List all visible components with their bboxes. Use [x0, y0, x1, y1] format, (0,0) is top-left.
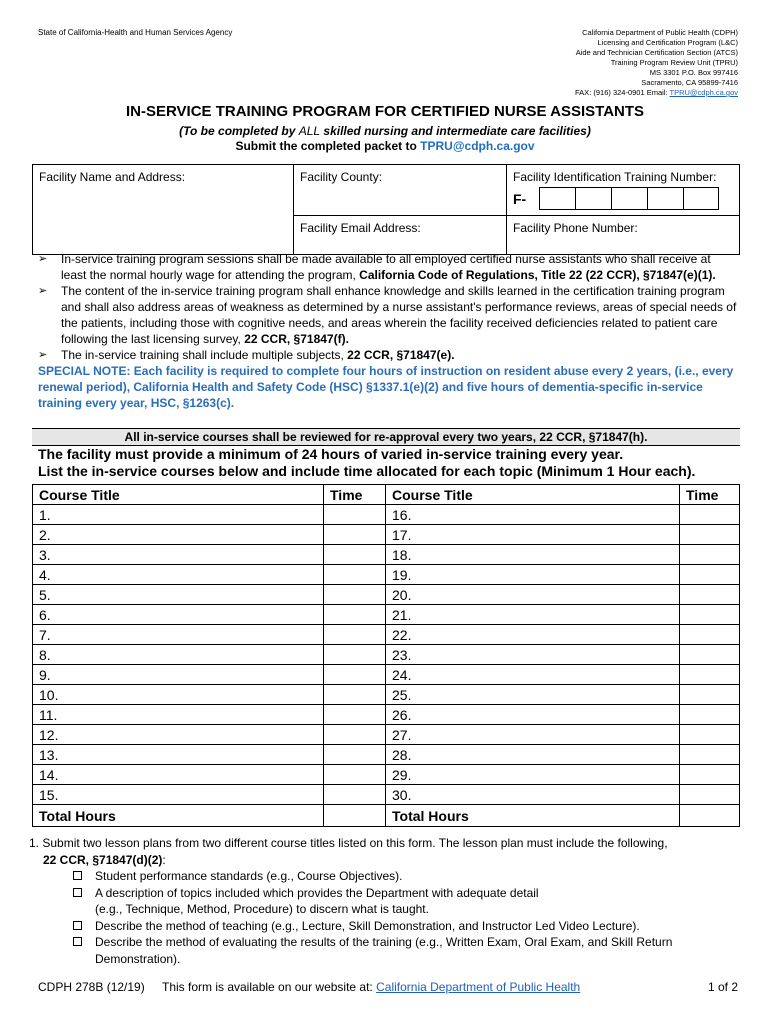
facility-id-prefix: F- — [513, 190, 527, 207]
course-time-cell[interactable] — [680, 785, 740, 805]
checklist-item — [29, 918, 749, 935]
course-time-cell[interactable] — [680, 525, 740, 545]
course-row — [33, 585, 740, 605]
course-title-cell[interactable]: 25. — [386, 685, 680, 705]
course-title-cell[interactable]: 28. — [386, 745, 680, 765]
course-title-cell[interactable]: 4. — [33, 565, 324, 585]
course-title-cell[interactable]: 2. — [33, 525, 324, 545]
course-time-cell[interactable] — [680, 665, 740, 685]
course-title-cell[interactable]: 24. — [386, 665, 680, 685]
checkbox-icon[interactable] — [73, 937, 82, 946]
agency-name: State of California-Health and Human Services Agency — [38, 28, 233, 37]
course-time-cell[interactable] — [680, 765, 740, 785]
special-note: SPECIAL NOTE: Each facility is required to complete four hours of instruction on resident abuse every 2 years, (i.e., every renewal period), California Health and Safety Code (HSC) §1337.1(e)(2) and five hours of dementia-specific in-service training every year, HSC, §1263(c). — [38, 364, 734, 410]
time-header: Time — [324, 485, 386, 505]
bullet-text: In-service training program sessions shall be made available to all employed certified nurse assistants who shall receive at least the normal hourly wage for attending the program, — [61, 252, 711, 282]
course-row — [33, 525, 740, 545]
course-title-cell[interactable]: 20. — [386, 585, 680, 605]
course-row — [33, 685, 740, 705]
course-row — [33, 665, 740, 685]
course-time-cell[interactable] — [680, 745, 740, 765]
checkbox-icon[interactable] — [73, 921, 82, 930]
checkbox-icon[interactable] — [73, 871, 82, 880]
arrow-bullet-icon: ➢ — [38, 285, 48, 297]
facility-id-boxes — [513, 187, 733, 210]
submit-instruction — [0, 139, 770, 153]
checklist-text: Describe the method of evaluating the results of the training (e.g., Written Exam, Oral Exam, and Skill Return — [95, 935, 673, 949]
course-title-cell[interactable]: 12. — [33, 725, 324, 745]
course-time-cell[interactable] — [324, 745, 386, 765]
checklist-item — [29, 934, 749, 967]
course-time-cell[interactable] — [324, 565, 386, 585]
bullet-item — [38, 283, 738, 347]
course-time-cell[interactable] — [324, 645, 386, 665]
course-row — [33, 765, 740, 785]
facility-id-digit-box[interactable] — [539, 187, 575, 210]
bullet-cite: 22 CCR, §71847(f). — [244, 332, 349, 346]
dept-line: Training Program Review Unit (TPRU) — [610, 58, 738, 67]
course-row — [33, 705, 740, 725]
dept-line: Aide and Technician Certification Section (ATCS) — [575, 48, 738, 57]
course-time-cell[interactable] — [324, 705, 386, 725]
course-title-header: Course Title — [33, 485, 324, 505]
course-title-cell[interactable]: 7. — [33, 625, 324, 645]
course-title-cell[interactable]: 17. — [386, 525, 680, 545]
course-time-cell[interactable] — [680, 625, 740, 645]
cdph-website-link[interactable]: California Department of Public Health — [376, 980, 581, 994]
submit-text: Submit the completed packet to — [235, 139, 421, 153]
course-time-cell[interactable] — [324, 605, 386, 625]
arrow-bullet-icon: ➢ — [38, 253, 48, 265]
form-id: CDPH 278B (12/19) — [38, 980, 145, 994]
course-time-cell[interactable] — [324, 785, 386, 805]
course-title-cell[interactable]: 14. — [33, 765, 324, 785]
course-title-cell[interactable]: 23. — [386, 645, 680, 665]
regulation-bullets — [38, 251, 738, 411]
bullet-cite: 22 CCR, §71847(e). — [347, 348, 455, 362]
dept-line: California Department of Public Health (CDPH) — [582, 28, 738, 37]
total-hours-label: Total Hours — [386, 805, 680, 827]
facility-phone-label: Facility Phone Number: — [513, 221, 638, 235]
course-row — [33, 645, 740, 665]
checklist-item — [29, 868, 749, 885]
course-time-cell[interactable] — [680, 685, 740, 705]
course-time-cell[interactable] — [680, 725, 740, 745]
minimum-hours-notice — [38, 446, 695, 480]
checklist-text: Demonstration). — [95, 951, 181, 966]
checkbox-icon[interactable] — [73, 888, 82, 897]
course-time-cell[interactable] — [680, 565, 740, 585]
facility-email-label: Facility Email Address: — [300, 221, 421, 235]
course-row — [33, 725, 740, 745]
contact-fax: FAX: (916) 324-0901 Email: — [575, 88, 670, 97]
facility-email-field[interactable] — [294, 216, 507, 255]
course-title-cell[interactable]: 6. — [33, 605, 324, 625]
dept-line: Sacramento, CA 95899-7416 — [641, 78, 738, 87]
course-title-cell[interactable]: 8. — [33, 645, 324, 665]
course-title-cell[interactable]: 15. — [33, 785, 324, 805]
course-row — [33, 565, 740, 585]
course-row — [33, 505, 740, 525]
header-email-link[interactable]: TPRU@cdph.ca.gov — [669, 88, 738, 97]
course-title-cell[interactable]: 9. — [33, 665, 324, 685]
course-title-cell[interactable]: 1. — [33, 505, 324, 525]
course-time-cell[interactable] — [324, 625, 386, 645]
page-title: IN-SERVICE TRAINING PROGRAM FOR CERTIFIED NURSE ASSISTANTS — [125, 103, 645, 120]
instruction-citation — [29, 852, 749, 869]
bullet-item — [38, 251, 738, 283]
course-title-cell[interactable]: 18. — [386, 545, 680, 565]
course-title-cell[interactable]: 29. — [386, 765, 680, 785]
facility-name-label: Facility Name and Address: — [39, 170, 186, 184]
facility-id-field — [507, 165, 740, 216]
course-row — [33, 625, 740, 645]
dept-line: MS 3301 P.O. Box 997416 — [649, 68, 738, 77]
bullet-text: The content of the in-service training program shall enhance knowledge and skills learned in the certification training program and shall also address areas of weakness as determined by a nurse assistant's performance reviews, areas of special needs of the patients, including those with cognitive needs, and areas wherein the facility received deficiencies related to patient care following the last licensing survey, — [61, 284, 737, 346]
course-row — [33, 785, 740, 805]
bullet-cite: California Code of Regulations, Title 22 (22 CCR), §71847(e)(1). — [359, 268, 716, 282]
course-title-cell[interactable]: 27. — [386, 725, 680, 745]
course-title-cell[interactable]: 10. — [33, 685, 324, 705]
course-time-cell[interactable] — [324, 545, 386, 565]
course-row — [33, 545, 740, 565]
course-title-cell[interactable]: 5. — [33, 585, 324, 605]
course-time-cell[interactable] — [324, 665, 386, 685]
website-notice-text: This form is available on our website at: — [162, 980, 377, 994]
facility-id-digit-box[interactable] — [647, 187, 683, 210]
course-time-cell[interactable] — [324, 525, 386, 545]
instruction-cite-suffix: : — [162, 852, 166, 867]
courses-header-row — [33, 485, 740, 505]
instruction-intro: 1. Submit two lesson plans from two different course titles listed on this form. The lesson plan must include the following, — [29, 836, 668, 850]
course-list-instruction: List the in-service courses below and include time allocated for each topic (Minimum 1 Hour each). — [38, 463, 696, 479]
total-hours-value[interactable] — [324, 805, 386, 827]
contact-line — [438, 88, 738, 98]
course-title-cell[interactable]: 26. — [386, 705, 680, 725]
course-title-header: Course Title — [386, 485, 680, 505]
course-time-cell[interactable] — [324, 585, 386, 605]
facility-county-field[interactable] — [294, 165, 507, 216]
minimum-hours-line: The facility must provide a minimum of 24 hours of varied in-service training every year. — [38, 446, 624, 462]
course-time-cell[interactable] — [324, 505, 386, 525]
total-hours-value[interactable] — [680, 805, 740, 827]
course-row — [33, 605, 740, 625]
course-time-cell[interactable] — [680, 645, 740, 665]
facility-id-digit-box[interactable] — [611, 187, 647, 210]
courses-table — [32, 484, 740, 827]
course-title-cell[interactable]: 16. — [386, 505, 680, 525]
facility-name-field[interactable] — [33, 165, 294, 255]
facility-id-digit-box[interactable] — [575, 187, 611, 210]
course-title-cell[interactable]: 21. — [386, 605, 680, 625]
course-time-cell[interactable] — [680, 545, 740, 565]
checklist-text: A description of topics included which provides the Department with adequate detail — [95, 885, 539, 900]
page-footer — [38, 980, 738, 994]
checklist-text: (e.g., Technique, Method, Procedure) to discern what is taught. — [95, 902, 429, 916]
facility-id-digit-box[interactable] — [683, 187, 719, 210]
course-row — [33, 745, 740, 765]
lesson-plan-instructions — [29, 835, 749, 967]
website-notice — [162, 980, 698, 994]
bullet-item — [38, 347, 738, 363]
bullet-text: The in-service training shall include multiple subjects, — [61, 348, 348, 362]
course-time-cell[interactable] — [324, 685, 386, 705]
instruction-cite: 22 CCR, §71847(d)(2) — [43, 852, 163, 867]
dept-line: Licensing and Certification Program (L&C) — [597, 38, 738, 47]
checklist-text: Student performance standards (e.g., Course Objectives). — [95, 869, 403, 883]
submit-email-link[interactable]: TPRU@cdph.ca.gov — [420, 139, 535, 153]
page-subtitle — [0, 124, 770, 138]
course-time-cell[interactable] — [680, 585, 740, 605]
page-number: 1 of 2 — [707, 980, 738, 994]
time-header: Time — [680, 485, 740, 505]
facility-id-label: Facility Identification Training Number: — [513, 170, 717, 184]
facility-county-label: Facility County: — [300, 170, 383, 184]
subtitle-part2: skilled nursing and intermediate care facilities) — [320, 124, 591, 138]
course-time-cell[interactable] — [324, 725, 386, 745]
course-title-cell[interactable]: 3. — [33, 545, 324, 565]
course-title-cell[interactable]: 13. — [33, 745, 324, 765]
course-title-cell[interactable]: 11. — [33, 705, 324, 725]
subtitle-all: ALL — [298, 124, 321, 138]
course-title-cell[interactable]: 22. — [386, 625, 680, 645]
course-time-cell[interactable] — [680, 605, 740, 625]
course-title-cell[interactable]: 19. — [386, 565, 680, 585]
course-time-cell[interactable] — [680, 505, 740, 525]
facility-info-table — [32, 164, 740, 255]
total-hours-row — [33, 805, 740, 827]
arrow-bullet-icon: ➢ — [38, 349, 48, 361]
total-hours-label: Total Hours — [33, 805, 324, 827]
checklist-item — [29, 885, 749, 918]
approval-banner: All in-service courses shall be reviewed for re-approval every two years, 22 CCR, §71847(h). — [32, 428, 740, 446]
checklist-text: Describe the method of teaching (e.g., Lecture, Skill Demonstration, and Instructor Led Video Lecture). — [95, 918, 640, 933]
course-time-cell[interactable] — [680, 705, 740, 725]
facility-phone-field[interactable] — [507, 216, 740, 255]
course-time-cell[interactable] — [324, 765, 386, 785]
subtitle-part1: (To be completed by — [179, 124, 299, 138]
department-address-block — [438, 28, 738, 98]
course-title-cell[interactable]: 30. — [386, 785, 680, 805]
